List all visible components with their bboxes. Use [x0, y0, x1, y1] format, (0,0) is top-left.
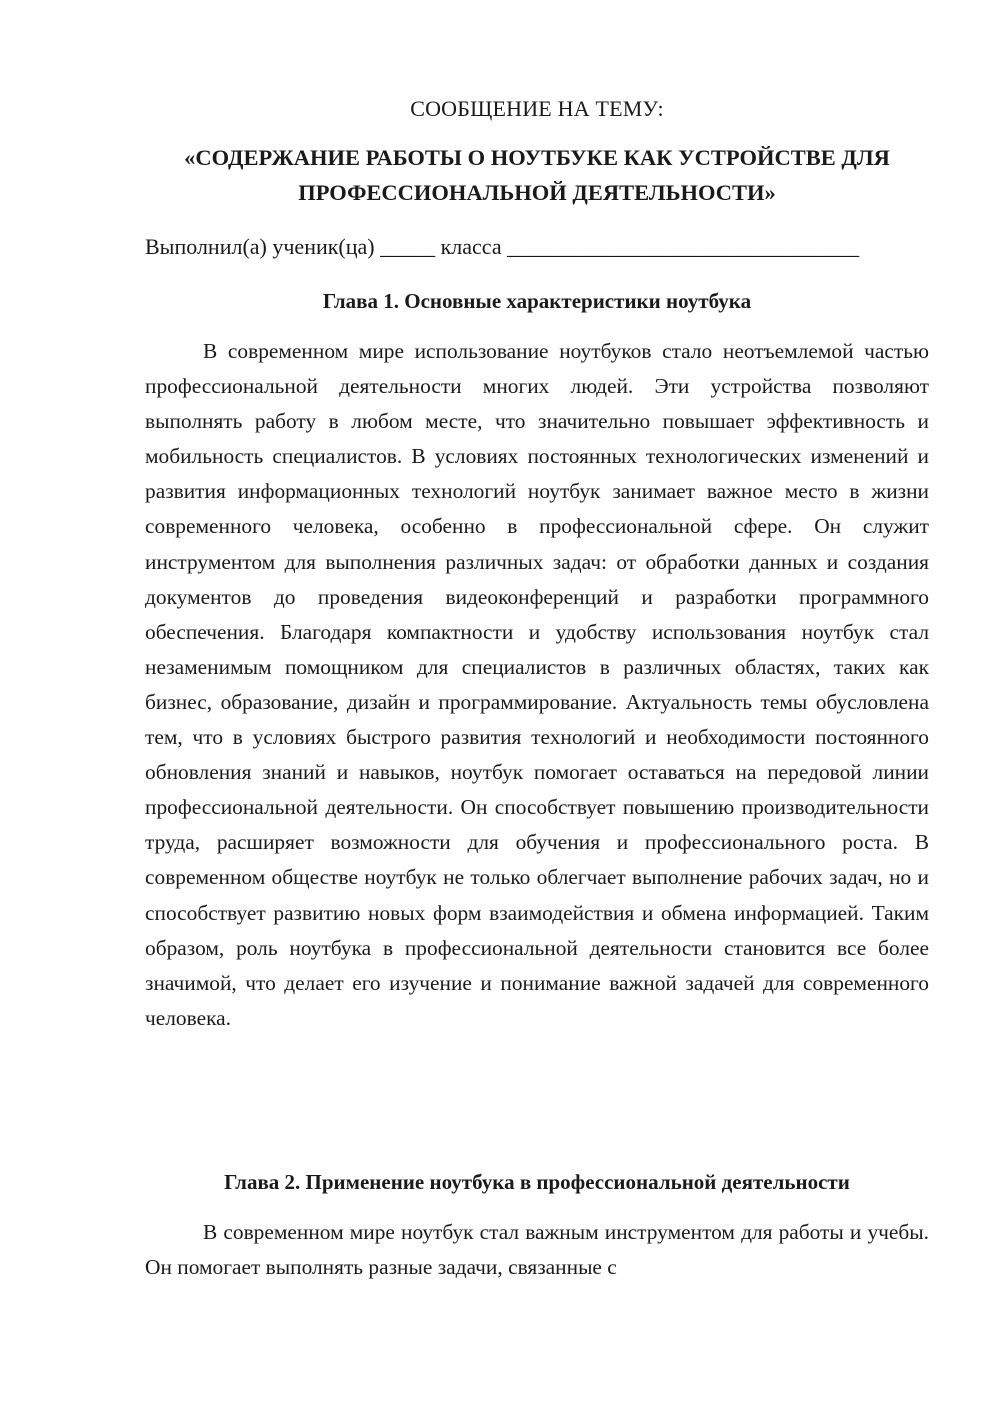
document-header-line: СООБЩЕНИЕ НА ТЕМУ:	[410, 96, 664, 121]
chapter-1-heading: Глава 1. Основные характеристики ноутбука	[322, 289, 752, 313]
chapter-1-paragraph: В современном мире использование ноутбуков стало неотъемлемой частью профессиональной деятельности многих людей. Эти устройства позволяют выполнять работу в любом месте, что значительно повышает эффективность и мобильность специалистов. В условиях постоянных технологических изменений и развития информационных технологий ноутбук занимает важное место в жизни современного человека, особенно в профессиональной сфере. Он служит инструментом для выполнения различных задач: от обработки данных и создания документов до проведения видеоконференций и разработки программного обеспечения. Благодаря компактности и удобству использования ноутбук стал незаменимым помощником для специалистов в различных областях, таких как бизнес, образование, дизайн и программирование. Актуальность темы обусловлена тем, что в условиях быстрого развития технологий и необходимости постоянного обновления знаний и навыков, ноутбук помогает оставаться на передовой линии профессиональной деятельности. Он способствует повышению производительности труда, расширяет возможности для обучения и профессионального роста. В современном обществе ноутбук не только облегчает выполнение рабочих задач, но и способствует развитию новых форм взаимодействия и обмена информацией. Таким образом, роль ноутбука в профессиональной деятельности становится все более значимой, что делает его изучение и понимание важной задачей для современного человека.	[145, 339, 929, 1030]
author-line: Выполнил(а) ученик(ца) _____ класса ________________________________	[145, 234, 860, 259]
chapter-2-heading: Глава 2. Применение ноутбука в профессиональной деятельности	[224, 1170, 850, 1194]
document-title: «СОДЕРЖАНИЕ РАБОТЫ О НОУТБУКЕ КАК УСТРОЙСТВЕ ДЛЯ ПРОФЕССИОНАЛЬНОЙ ДЕЯТЕЛЬНОСТИ»	[184, 145, 890, 205]
chapter-2-paragraph: В современном мире ноутбук стал важным инструментом для работы и учебы. Он помогает выполнять разные задачи, связанные с	[145, 1220, 929, 1280]
